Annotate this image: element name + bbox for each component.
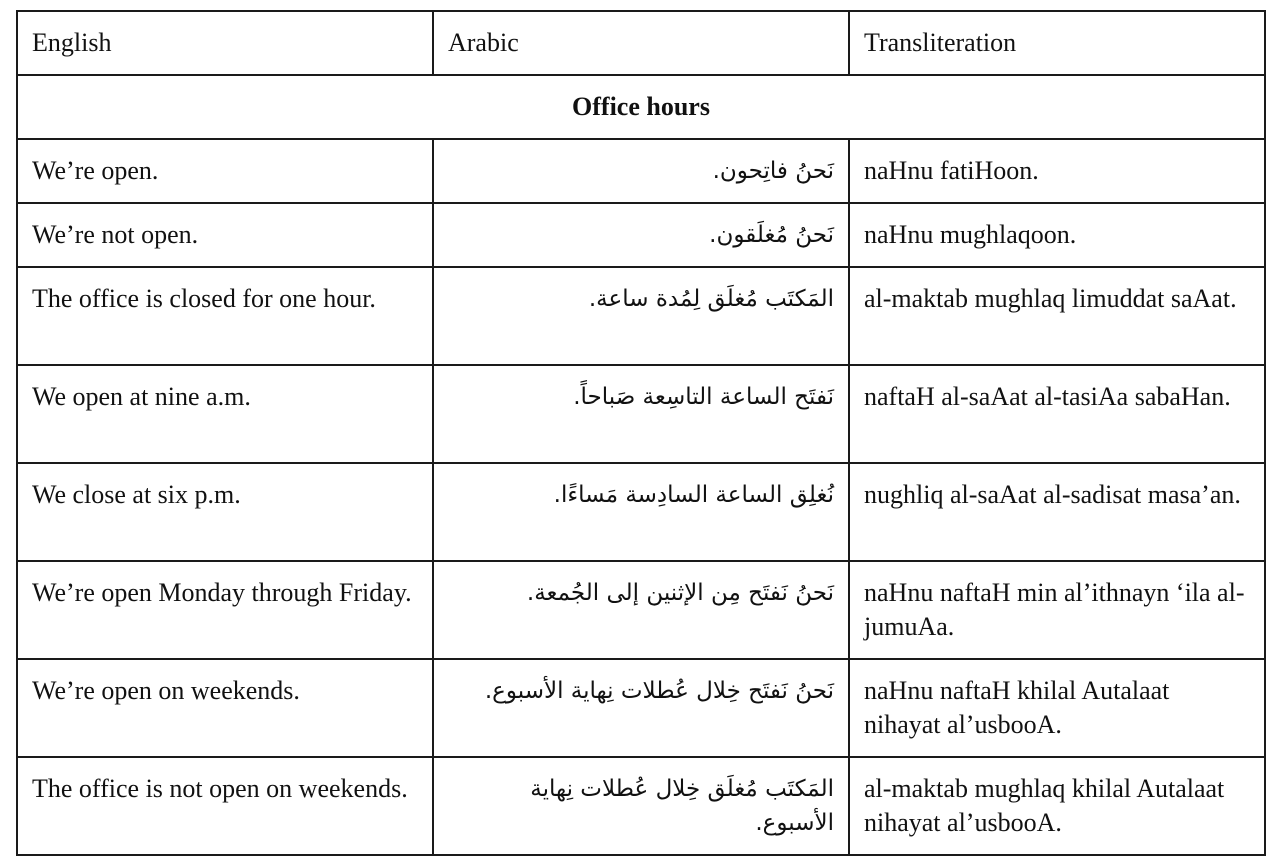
cell-arabic: نَفتَح الساعة التاسِعة صَباحاً.	[433, 365, 849, 463]
cell-english: We’re open Monday through Friday.	[17, 561, 433, 659]
header-arabic: Arabic	[433, 11, 849, 75]
cell-english: We close at six p.m.	[17, 463, 433, 561]
table-row	[17, 203, 1265, 267]
table-row	[17, 365, 1265, 463]
header-transliteration: Transliteration	[849, 11, 1265, 75]
header-english: English	[17, 11, 433, 75]
cell-arabic: نَحنُ نَفتَح خِلال عُطلات نِهاية الأسبوع.	[433, 659, 849, 757]
cell-arabic: نَحنُ فاتِحون.	[433, 139, 849, 203]
cell-arabic: نَحنُ مُغلَقون.	[433, 203, 849, 267]
cell-arabic: نَحنُ نَفتَح مِن الإثنين إلى الجُمعة.	[433, 561, 849, 659]
table-header-row	[17, 11, 1265, 75]
cell-english: The office is closed for one hour.	[17, 267, 433, 365]
cell-english: We’re open on weekends.	[17, 659, 433, 757]
cell-arabic: المَكتَب مُغلَق خِلال عُطلات نِهاية الأسبوع.	[433, 757, 849, 855]
table-row	[17, 757, 1265, 855]
cell-transliteration: naHnu mughlaqoon.	[849, 203, 1265, 267]
table-row	[17, 561, 1265, 659]
section-title: Office hours	[17, 75, 1265, 139]
cell-english: The office is not open on weekends.	[17, 757, 433, 855]
cell-english: We’re not open.	[17, 203, 433, 267]
cell-transliteration: al-maktab mughlaq limuddat saAat.	[849, 267, 1265, 365]
table-row	[17, 267, 1265, 365]
cell-transliteration: nughliq al-saAat al-sadisat masa’an.	[849, 463, 1265, 561]
cell-arabic: المَكتَب مُغلَق لِمُدة ساعة.	[433, 267, 849, 365]
table-row	[17, 139, 1265, 203]
cell-transliteration: naHnu naftaH min al’ithnayn ‘ila al-jumuAa.	[849, 561, 1265, 659]
phrase-table	[16, 10, 1266, 856]
cell-english: We’re open.	[17, 139, 433, 203]
table-row	[17, 463, 1265, 561]
cell-transliteration: naftaH al-saAat al-tasiAa sabaHan.	[849, 365, 1265, 463]
table-row	[17, 659, 1265, 757]
cell-transliteration: naHnu naftaH khilal Autalaat nihayat al’usbooA.	[849, 659, 1265, 757]
cell-arabic: نُغلِق الساعة السادِسة مَساءًا.	[433, 463, 849, 561]
cell-transliteration: al-maktab mughlaq khilal Autalaat nihayat al’usbooA.	[849, 757, 1265, 855]
cell-english: We open at nine a.m.	[17, 365, 433, 463]
cell-transliteration: naHnu fatiHoon.	[849, 139, 1265, 203]
section-header-row	[17, 75, 1265, 139]
